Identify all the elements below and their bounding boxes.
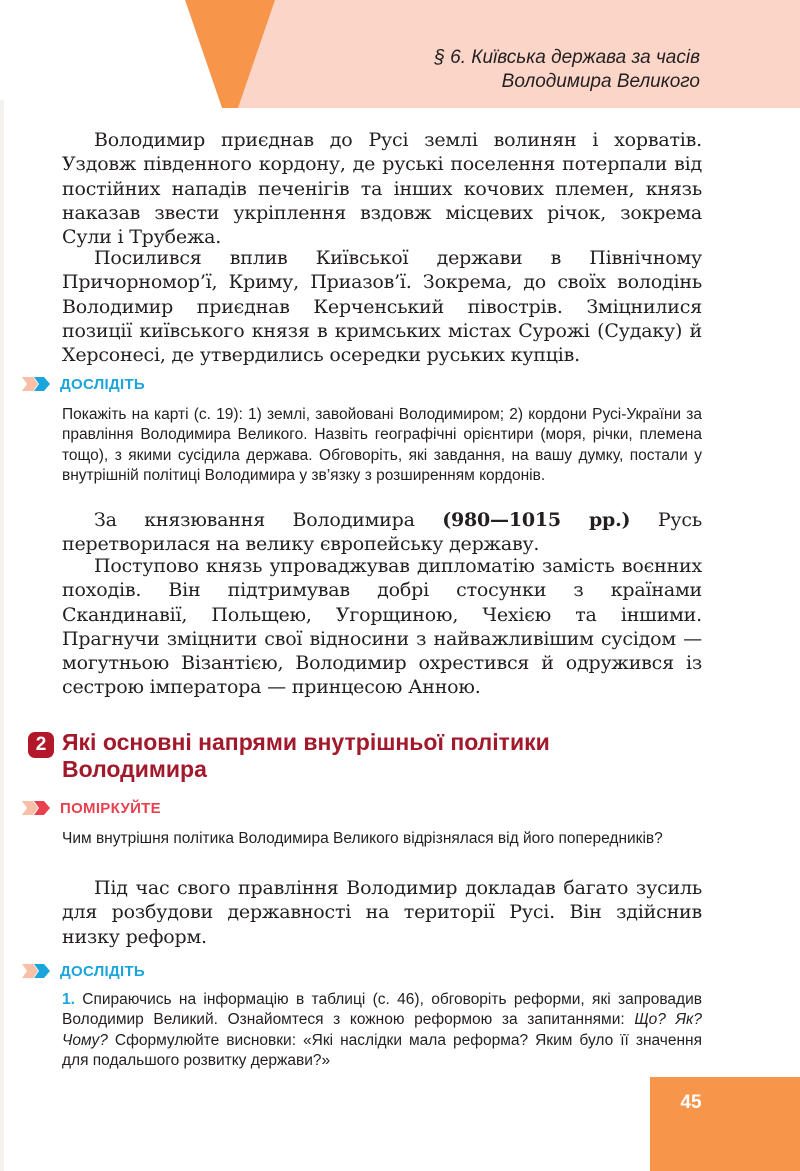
- explore-label-1: ДОСЛІДІТЬ: [60, 375, 146, 393]
- task-number: 1.: [62, 991, 75, 1008]
- explore-tag-1: [22, 374, 145, 394]
- explore-task-2: [62, 990, 702, 1071]
- chapter-title: [280, 46, 700, 94]
- explore-label-2: ДОСЛІДІТЬ: [60, 962, 146, 980]
- task-questions: Що? Як? Чому?: [62, 1011, 702, 1049]
- double-arrow-icon: [22, 375, 52, 393]
- margin-line: [0, 100, 4, 1171]
- section-heading-line1: Які основні напрями внутрішньої політики: [62, 729, 550, 755]
- think-label: ПОМІРКУЙТЕ: [60, 799, 161, 817]
- double-arrow-icon: [22, 799, 52, 817]
- paragraph-european-state: [62, 508, 702, 557]
- chapter-title-line1: § 6. Київська держава за часів: [434, 47, 700, 68]
- explore-task-1: Покажіть на карті (с. 19): 1) землі, завойовані Володимиром; 2) кордони Русі-України за правління Володимира Великого. Назвіть географічні орієнтири (моря, річки, племена тощо), з якими сусідила держава. Обговоріть, які завдання, на вашу думку, постали у внутрішній політиці Володимира у зв’язку з розширенням кордонів.: [62, 406, 702, 484]
- paragraph-reforms: Під час свого правління Володимир докладав багато зусиль для розбудови державності на території Русі. Він здійснив низку реформ.: [62, 877, 702, 948]
- page-number: 45: [680, 1092, 702, 1113]
- task-text-a: Спираючись на інформацію в таблиці (с. 46), обговоріть реформи, які запровадив Володимир Великий. Ознайомтеся з кожною реформою за запитаннями:: [62, 991, 702, 1029]
- section-heading-line2: Володимира: [62, 756, 207, 782]
- think-task: Чим внутрішня політика Володимира Великого відрізнялася від його попередників?: [62, 830, 663, 847]
- section-number-badge: 2: [28, 732, 54, 758]
- paragraph-diplomacy: Поступово князь упроваджував дипломатію замість воєнних походів. Він підтримував добрі стосунки з країнами Скандинавії, Польщею, Угорщиною, Чехією та іншими. Прагнучи зміцнити свої відносини з найважливішим сусідом — могутньою Візантією, Володимир охрестився й одружився із сестрою імператора — принцесою Анною.: [62, 555, 702, 699]
- explore-tag-2: [22, 961, 145, 981]
- think-tag: [22, 798, 161, 818]
- paragraph-volhynia: Володимир приєднав до Русі землі волинян і хорватів. Уздовж південного кордону, де руські поселення потерпали від постійних нападів печенігів та інших кочових племен, князь наказав звести укріплення вздовж місцевих річок, зокрема Сули і Трубежа.: [62, 129, 702, 249]
- double-arrow-icon: [22, 962, 52, 980]
- reign-text-pre: За князювання Володимира: [94, 509, 443, 531]
- reign-dates: (980—1015 рр.): [442, 509, 631, 531]
- task-text-b: Сформулюйте висновки: «Які наслідки мала реформа? Яким було її значення для подальшого розвитку держави?»: [62, 1031, 702, 1069]
- chapter-title-line2: Володимира Великого: [501, 71, 700, 92]
- paragraph-black-sea: Посилився вплив Київської держави в Північному Причорномор’ї, Криму, Приазов’ї. Зокрема, до своїх володінь Володимир приєднав Керченський півострів. Зміцнилися позиції київського князя в кримських містах Сурожі (Судаку) й Херсонесі, де утвердились осередки руських купців.: [62, 247, 702, 367]
- section-heading: [62, 729, 702, 783]
- reign-text-post: Русь перетворилася на велику європейську державу.: [62, 509, 702, 556]
